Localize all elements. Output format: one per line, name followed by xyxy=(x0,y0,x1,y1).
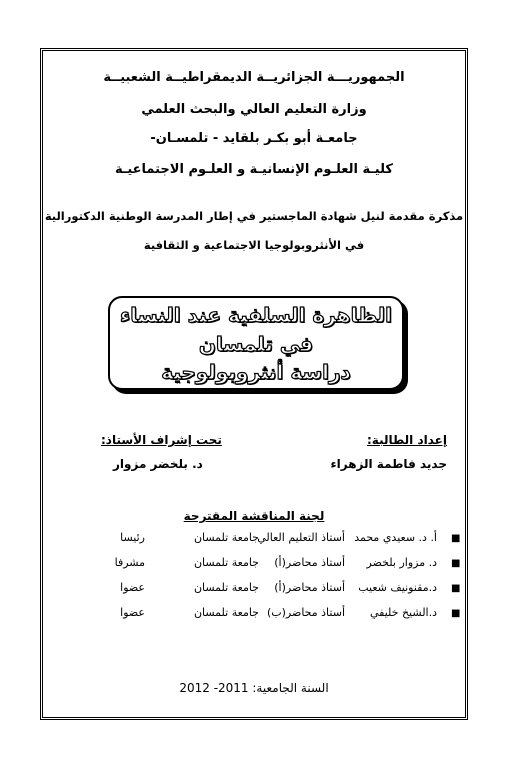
member-role: مشرفا xyxy=(114,556,145,569)
member-role: رئيسا xyxy=(120,531,145,544)
bullet-icon: ■ xyxy=(451,583,461,594)
member-role: عضوا xyxy=(120,581,145,594)
supervisor-label: تحت إشراف الأستاذ: xyxy=(101,433,222,447)
member-institution: جامعة تلمسان xyxy=(193,531,259,544)
thesis-title-box xyxy=(108,296,404,390)
member-rank: أستاذ محاضر(ب) xyxy=(266,606,345,619)
republic-header: الجمهوريـــة الجزائريــة الديمقراطيــة الشعبيــة xyxy=(103,70,405,85)
bullet-icon: ■ xyxy=(451,608,461,619)
student-label: إعداد الطالبة: xyxy=(367,433,447,447)
ministry-header: وزارة التعليم العالي والبحث العلمي xyxy=(141,102,367,117)
committee-title: لجنة المناقشة المقترحة xyxy=(183,509,325,523)
bullet-icon: ■ xyxy=(451,558,461,569)
committee-member-row xyxy=(43,581,465,599)
member-institution: جامعة تلمسان xyxy=(193,581,259,594)
member-institution: جامعة تلمسان xyxy=(193,556,259,569)
member-rank: أستاذ محاضر(أ) xyxy=(274,556,345,569)
supervisor-name: د. بلخضر مزوار xyxy=(113,457,203,471)
committee-member-row xyxy=(43,531,465,549)
member-rank: أستاذ محاضر(أ) xyxy=(274,581,345,594)
member-rank: أستاذ التعليم العالي xyxy=(257,531,345,544)
academic-year: السنة الجامعية: 2011- 2012 xyxy=(179,681,329,695)
thesis-title-line-2: في تلمسان xyxy=(198,332,314,356)
bullet-icon: ■ xyxy=(451,533,461,544)
member-institution: جامعة تلمسان xyxy=(193,606,259,619)
thesis-title-line-1: الظاهرة السلفية عند النساء xyxy=(120,303,392,327)
faculty-header: كليـة العلـوم الإنسانيـة و العلـوم الاجتماعيـة xyxy=(115,162,393,177)
member-name: د.مقنونيف شعيب xyxy=(358,581,437,594)
member-name: أ. د. سعيدي محمد xyxy=(354,531,437,544)
thesis-purpose: مذكرة مقدمة لنيل شهادة الماجستير في إطار المدرسة الوطنية الدكتورالية xyxy=(44,209,464,223)
thesis-field: في الأنثروبولوجيا الاجتماعية و الثقافية xyxy=(143,238,365,252)
member-name: د. مزوار بلخضر xyxy=(366,556,437,569)
member-role: عضوا xyxy=(120,606,145,619)
member-name: د.الشيخ خليفي xyxy=(369,606,437,619)
student-name: جديد فاطمة الزهراء xyxy=(330,457,447,471)
committee-member-row xyxy=(43,606,465,624)
university-header: جامعـة أبو بكـر بلقايد - تلمسـان- xyxy=(150,131,358,146)
thesis-title-line-3: دراسة أنثروبولوجية xyxy=(161,360,351,384)
committee-member-row xyxy=(43,556,465,574)
